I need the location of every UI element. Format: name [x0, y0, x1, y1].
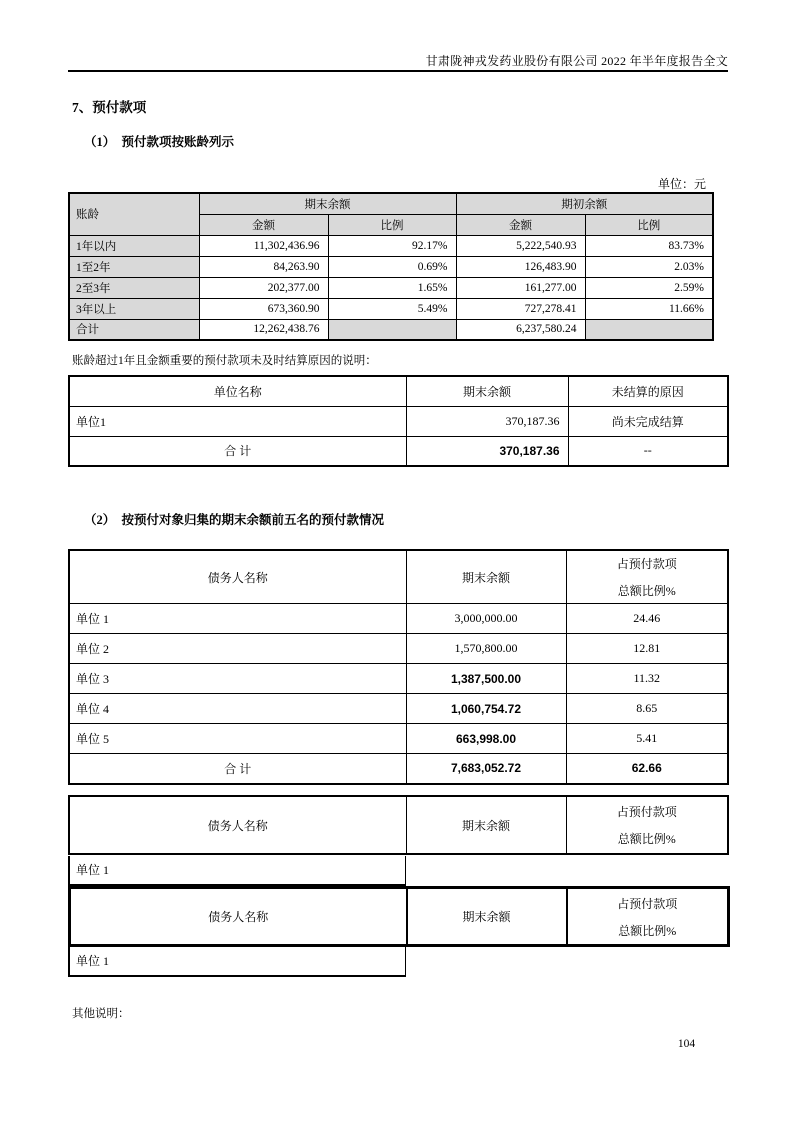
top5-extra-row-2: 单位 1	[68, 947, 406, 977]
unsettled-total-label: 合 计	[69, 436, 406, 466]
top5-row	[69, 634, 728, 664]
aging-end-ratio: 92.17%	[328, 235, 456, 256]
top5-row	[69, 694, 728, 724]
top5-header-amount: 期末余额	[406, 796, 566, 854]
top5-row-ratio: 8.65	[566, 694, 728, 724]
unit-label: 单位：元	[657, 177, 706, 191]
aging-header-age: 账龄	[69, 193, 199, 235]
top5-extra-header-row	[69, 796, 728, 854]
aging-beg-ratio: 83.73%	[585, 235, 713, 256]
unsettled-row-reason: 尚未完成结算	[568, 406, 728, 436]
top5-row-name: 单位 4	[69, 694, 406, 724]
other-notes-label: 其他说明：	[72, 1008, 130, 1020]
aging-table	[68, 192, 714, 341]
unsettled-total-reason: --	[568, 436, 728, 466]
aging-header-amount-end: 金额	[199, 214, 328, 235]
top5-extra-header-2	[68, 886, 730, 947]
aging-header-beginning: 期初余额	[456, 193, 713, 214]
unsettled-total-amount: 370,187.36	[406, 436, 568, 466]
top5-row-ratio: 5.41	[566, 724, 728, 754]
section-7-2-title: （2） 按预付对象归集的期末余额前五名的预付款情况	[84, 513, 385, 527]
aging-header-ratio-end: 比例	[328, 214, 456, 235]
unsettled-row	[69, 406, 728, 436]
top5-row	[69, 724, 728, 754]
top5-row-amount: 3,000,000.00	[406, 604, 566, 634]
top5-header-ratio	[566, 550, 728, 604]
aging-header-row-1	[69, 193, 713, 214]
header-divider	[68, 70, 728, 72]
top5-header-ratio	[566, 796, 728, 854]
aging-row-label: 3年以上	[69, 298, 199, 319]
aging-header-amount-beg: 金额	[456, 214, 585, 235]
aging-beg-ratio: 2.59%	[585, 277, 713, 298]
aging-row	[69, 277, 713, 298]
section-7-title: 7、预付款项	[72, 100, 147, 115]
aging-row	[69, 256, 713, 277]
top5-row-amount: 1,387,500.00	[406, 664, 566, 694]
top5-extra-row-1: 单位 1	[68, 856, 406, 886]
aging-beg-ratio: 11.66%	[585, 298, 713, 319]
unsettled-header-reason: 未结算的原因	[568, 376, 728, 406]
top5-total-label: 合 计	[69, 754, 406, 784]
aging-end-ratio: 0.69%	[328, 256, 456, 277]
top5-table	[68, 549, 729, 785]
aging-end-ratio: 1.65%	[328, 277, 456, 298]
aging-total-label: 合计	[69, 319, 199, 340]
aging-end-amount: 11,302,436.96	[199, 235, 328, 256]
aging-end-amount: 84,263.90	[199, 256, 328, 277]
top5-header-ratio	[567, 888, 729, 946]
aging-end-ratio: 5.49%	[328, 298, 456, 319]
section-7-1-title: （1） 预付款项按账龄列示	[84, 135, 235, 149]
aging-header-ending: 期末余额	[199, 193, 456, 214]
unsettled-total-row	[69, 436, 728, 466]
aging-beg-amount: 727,278.41	[456, 298, 585, 319]
unsettled-header-amount: 期末余额	[406, 376, 568, 406]
top5-header-ratio-line1: 占预付款项	[616, 805, 677, 819]
aging-note: 账龄超过1年且金额重要的预付款项未及时结算原因的说明：	[72, 355, 377, 367]
top5-header-ratio-line2: 总额比例%	[618, 923, 677, 938]
top5-row-ratio: 12.81	[566, 634, 728, 664]
top5-header-ratio-line1: 占预付款项	[616, 557, 677, 571]
top5-header-debtor: 债务人名称	[69, 550, 406, 604]
top5-header-amount: 期末余额	[407, 888, 567, 946]
aging-total-beg-ratio-empty	[585, 319, 713, 340]
top5-row-ratio: 24.46	[566, 604, 728, 634]
unsettled-header-name: 单位名称	[69, 376, 406, 406]
top5-header-ratio-line2: 总额比例%	[617, 584, 676, 598]
aging-total-end-amount: 12,262,438.76	[199, 319, 328, 340]
top5-row-name: 单位 2	[69, 634, 406, 664]
aging-total-beg-amount: 6,237,580.24	[456, 319, 585, 340]
unsettled-row-amount: 370,187.36	[406, 406, 568, 436]
top5-row	[69, 604, 728, 634]
aging-end-amount: 202,377.00	[199, 277, 328, 298]
aging-beg-ratio: 2.03%	[585, 256, 713, 277]
top5-extra-header-row	[70, 888, 729, 946]
page-number: 104	[677, 1038, 696, 1050]
aging-beg-amount: 5,222,540.93	[456, 235, 585, 256]
aging-header-ratio-beg: 比例	[585, 214, 713, 235]
top5-row-amount: 663,998.00	[406, 724, 566, 754]
aging-row	[69, 235, 713, 256]
top5-row-ratio: 11.32	[566, 664, 728, 694]
top5-total-ratio: 62.66	[566, 754, 728, 784]
aging-total-row	[69, 319, 713, 340]
top5-total-row	[69, 754, 728, 784]
top5-header-row	[69, 550, 728, 604]
aging-beg-amount: 126,483.90	[456, 256, 585, 277]
top5-header-debtor: 债务人名称	[70, 888, 407, 946]
top5-header-ratio-line1: 占预付款项	[617, 896, 678, 911]
aging-total-end-ratio-empty	[328, 319, 456, 340]
top5-header-ratio-line2: 总额比例%	[617, 832, 676, 846]
top5-row-amount: 1,060,754.72	[406, 694, 566, 724]
unsettled-header-row	[69, 376, 728, 406]
top5-row-name: 单位 3	[69, 664, 406, 694]
aging-end-amount: 673,360.90	[199, 298, 328, 319]
top5-header-amount: 期末余额	[406, 550, 566, 604]
top5-row-amount: 1,570,800.00	[406, 634, 566, 664]
aging-row-label: 2至3年	[69, 277, 199, 298]
top5-extra-header-1	[68, 795, 729, 855]
aging-beg-amount: 161,277.00	[456, 277, 585, 298]
document-header: 甘肃陇神戎发药业股份有限公司 2022 年半年度报告全文	[425, 54, 728, 68]
top5-total-amount: 7,683,052.72	[406, 754, 566, 784]
aging-row-label: 1年以内	[69, 235, 199, 256]
unsettled-row-name: 单位1	[69, 406, 406, 436]
top5-header-debtor: 债务人名称	[69, 796, 406, 854]
unsettled-table	[68, 375, 729, 467]
top5-row-name: 单位 1	[69, 604, 406, 634]
aging-row-label: 1至2年	[69, 256, 199, 277]
top5-row-name: 单位 5	[69, 724, 406, 754]
aging-row	[69, 298, 713, 319]
top5-row	[69, 664, 728, 694]
